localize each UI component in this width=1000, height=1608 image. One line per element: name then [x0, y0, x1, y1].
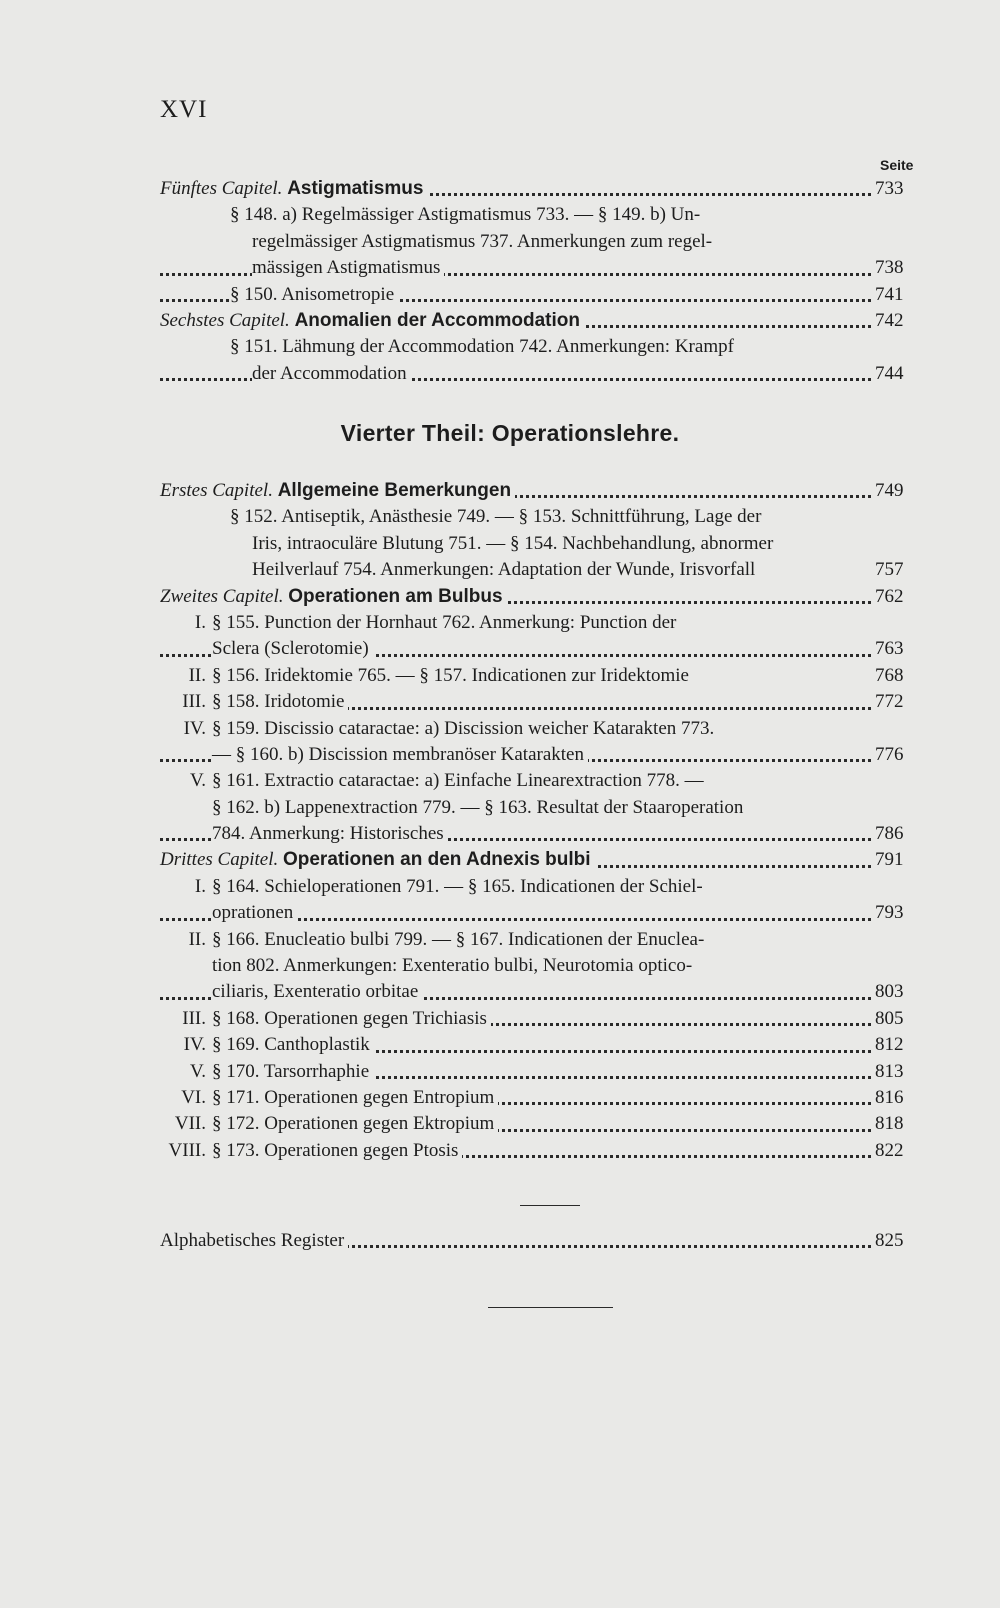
page-number: XVI [160, 96, 208, 123]
toc-block-2 [160, 478, 935, 1164]
toc-line: I. § 164. Schieloperationen 791. — § 165. Indicationen der Schiel- [160, 874, 935, 900]
toc-block-3 [160, 1228, 935, 1254]
toc-line: § 162. b) Lappenextraction 779. — § 163. Resultat der Staaroperation [160, 795, 935, 821]
toc-line: II. § 166. Enucleatio bulbi 799. — § 167. Indicationen der Enuclea- [160, 927, 935, 953]
toc-line: III. § 168. Operationen gegen Trichiasis 805 [160, 1006, 935, 1032]
toc-line: V. § 161. Extractio cataractae: a) Einfache Linearextraction 778. — [160, 768, 935, 794]
toc-line: § 148. a) Regelmässiger Astigmatismus 733. — § 149. b) Un- [160, 202, 935, 228]
toc-line: § 151. Lähmung der Accommodation 742. Anmerkungen: Krampf [160, 334, 935, 360]
toc-line: VII. § 172. Operationen gegen Ektropium 818 [160, 1111, 935, 1137]
toc-line: oprationen 793 [160, 900, 935, 926]
toc-line: VI. § 171. Operationen gegen Entropium 816 [160, 1085, 935, 1111]
end-rule [488, 1307, 613, 1308]
toc-block-1 [160, 176, 935, 387]
toc-line: § 152. Antiseptik, Anästhesie 749. — § 153. Schnittführung, Lage der [160, 504, 935, 530]
seite-label: Seite [880, 157, 914, 173]
toc-line: 784. Anmerkung: Historisches 786 [160, 821, 935, 847]
toc-chapter-line: Drittes Capitel. Operationen an den Adnexis bulbi 791 [160, 847, 935, 873]
register-line: Alphabetisches Register 825 [160, 1228, 935, 1254]
toc-line: mässigen Astigmatismus 738 [160, 255, 935, 281]
toc-line: § 150. Anisometropie 741 [160, 282, 935, 308]
toc-chapter-line: Erstes Capitel. Allgemeine Bemerkungen 749 [160, 478, 935, 504]
toc-line: ciliaris, Exenteratio orbitae 803 [160, 979, 935, 1005]
toc-line: regelmässiger Astigmatismus 737. Anmerkungen zum regel- [160, 229, 935, 255]
toc-chapter-line: Sechstes Capitel. Anomalien der Accommodation 742 [160, 308, 935, 334]
toc-line: IV. § 169. Canthoplastik 812 [160, 1032, 935, 1058]
toc-line: III. § 158. Iridotomie 772 [160, 689, 935, 715]
toc-line: V. § 170. Tarsorrhaphie 813 [160, 1059, 935, 1085]
toc-line: VIII. § 173. Operationen gegen Ptosis 822 [160, 1138, 935, 1164]
toc-line: tion 802. Anmerkungen: Exenteratio bulbi, Neurotomia optico- [160, 953, 935, 979]
part-title: Vierter Theil: Operationslehre. [340, 420, 680, 446]
toc-line: der Accommodation 744 [160, 361, 935, 387]
toc-line: Iris, intraoculäre Blutung 751. — § 154. Nachbehandlung, abnormer [160, 531, 935, 557]
toc-line: Heilverlauf 754. Anmerkungen: Adaptation der Wunde, Irisvorfall 757 [160, 557, 935, 583]
toc-line: IV. § 159. Discissio cataractae: a) Discission weicher Katarakten 773. [160, 716, 935, 742]
toc-line: II. § 156. Iridektomie 765. — § 157. Indicationen zur Iridektomie 768 [160, 663, 935, 689]
toc-chapter-line: Zweites Capitel. Operationen am Bulbus 762 [160, 584, 935, 610]
toc-line: — § 160. b) Discission membranöser Katarakten 776 [160, 742, 935, 768]
section-divider [520, 1205, 580, 1206]
toc-line: I. § 155. Punction der Hornhaut 762. Anmerkung: Punction der [160, 610, 935, 636]
toc-line: Sclera (Sclerotomie) 763 [160, 636, 935, 662]
toc-chapter-line: Fünftes Capitel. Astigmatismus 733 [160, 176, 935, 202]
